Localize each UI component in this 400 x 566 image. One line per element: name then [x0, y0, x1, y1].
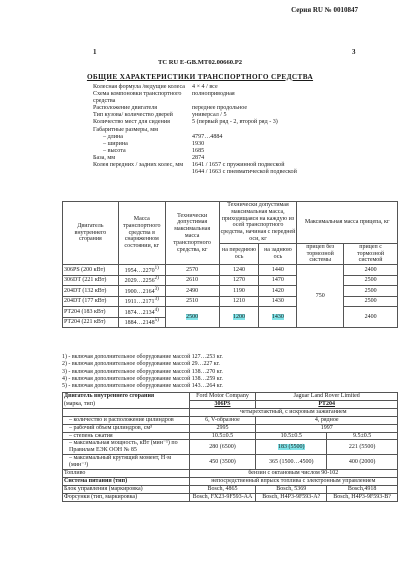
row-label: Топливо	[63, 470, 190, 478]
spec-label: Габаритные размеры, мм	[93, 126, 158, 133]
rear-cell: 1470	[259, 275, 297, 286]
table-row	[63, 485, 398, 493]
spec-row	[93, 98, 393, 105]
front-value-highlight: 1200	[233, 313, 246, 320]
engine-type-cell: PT204	[256, 400, 398, 408]
value-cell: непосредственный впрыск топлива с электронным управлением	[189, 477, 397, 485]
spec-label: Колесная формула /ведущие колеса	[93, 84, 185, 90]
braked-cell: 2500	[344, 275, 398, 286]
spec-label: Схема компоновки транспортного	[93, 91, 182, 98]
dimension-row	[93, 134, 393, 141]
braked-cell: 2400	[344, 307, 398, 328]
max-cell: 2610	[165, 275, 219, 286]
table-row	[63, 265, 398, 276]
rear-cell	[259, 307, 297, 328]
front-cell: 1210	[219, 296, 259, 307]
curb-value: 1954…2270	[124, 267, 155, 274]
empty-cell	[63, 408, 190, 416]
spec-value: 4 × 4 / все	[192, 84, 218, 90]
rear-cell: 1430	[259, 296, 297, 307]
engine-type-cell: 306PS	[189, 400, 256, 408]
spec-label: Расположение двигателя	[93, 105, 158, 112]
table-row	[63, 470, 398, 478]
axle-mass-header: Технически допустимая максимальная масса, приходящаяся на каждую из осей транспортного средства, начиная с передней оси, кг	[220, 202, 296, 242]
model-cell: PT204 (221 кВт)	[63, 317, 119, 328]
footnote-ref: 3)	[154, 286, 159, 292]
row-label: – рабочий объем цилиндров, см³	[63, 424, 190, 432]
braked-cell: 2500	[344, 296, 398, 307]
rear-cell: 1420	[259, 286, 297, 297]
spec-label: Количество мест для сидения	[93, 119, 170, 126]
model-cell: PT204 (183 кВт)	[63, 307, 119, 318]
max-mass-header: Технически допустимая максимальная масса транспортного средства, кг	[165, 202, 219, 265]
value-cell: Bosch, H4P3-9F593-B?	[327, 493, 398, 501]
curb-cell	[118, 275, 165, 286]
curb-cell	[118, 286, 165, 297]
section-title-text: ОБЩИЕ ХАРАКТЕРИСТИКИ ТРАНСПОРТНОГО СРЕДСТВА	[86, 73, 314, 81]
spec-label: База, мм	[93, 154, 116, 161]
curb-value: 1874…2134	[124, 309, 155, 316]
ecu-value: Bosch, 5369	[276, 485, 307, 492]
spec-label: средства	[93, 98, 116, 105]
braked-header: прицеп с тормозной системой	[344, 243, 398, 264]
table-row	[63, 455, 398, 470]
certificate-number: ТС RU E-GB.MT02.00660.P2	[157, 59, 243, 66]
spec-row	[93, 127, 393, 134]
table-row	[63, 307, 398, 318]
row-label: – количество и расположение цилиндров	[63, 416, 190, 424]
spec-value: полноприводная	[192, 91, 235, 98]
braked-cell: 2500	[344, 286, 398, 297]
footnote-ref: 3)	[154, 297, 159, 303]
power-value-highlight: 183 (5500)	[278, 443, 305, 450]
value-cell: 10.5±0.5	[256, 432, 327, 440]
spec-row	[93, 91, 393, 98]
row-label: – степень сжатия	[63, 432, 190, 440]
model-cell: 306DT (221 кВт)	[63, 275, 119, 286]
model-cell: 204DT (132 кВт)	[63, 286, 119, 297]
footnote-ref: 1)	[154, 265, 159, 271]
value-cell: 280 (6500)	[189, 440, 256, 455]
rear-axle-header: на заднюю ось	[259, 243, 297, 264]
value-cell: Bosch, H4P3-9F593-A?	[256, 493, 327, 501]
value-cell: Bosch, FX23-9F593-AA	[189, 493, 256, 501]
curb-cell	[118, 296, 165, 307]
curb-cell	[118, 317, 165, 328]
dimension-row	[93, 141, 393, 148]
unbraked-header: прицеп без тормозной системы	[297, 243, 344, 264]
dimension-value: 4797…4884	[192, 133, 223, 140]
table-row	[63, 408, 398, 416]
curb-value: 1911…2171	[124, 299, 155, 306]
table-row	[63, 432, 398, 440]
engine-table	[62, 392, 398, 502]
max-cell: 2490	[165, 286, 219, 297]
engine-general-cell: четырехтактный, с искровым зажиганием	[189, 408, 397, 416]
footnote-ref: 5)	[154, 318, 159, 324]
curb-value: 1900…2164	[124, 288, 155, 295]
max-value-highlight: 2500	[186, 313, 199, 320]
braked-cell: 2400	[344, 265, 398, 276]
value-cell: 400 (2000)	[327, 455, 398, 470]
table-row	[63, 393, 398, 401]
spec-label: Тип кузова/ количество дверей	[93, 112, 173, 119]
row-label: Система питания (тип)	[63, 477, 190, 485]
spec-row	[93, 169, 393, 176]
spec-row	[93, 155, 393, 162]
table-row	[63, 275, 398, 286]
value-cell: 365 (1500…4500)	[256, 455, 327, 470]
front-cell: 1270	[219, 275, 259, 286]
trailer-header: Максимальная масса прицепа, кг	[297, 202, 398, 244]
row-label: Блок управления (маркировка)	[63, 485, 190, 493]
rear-cell: 1440	[259, 265, 297, 276]
footnote: 3) - включая дополнительное оборудование массой 138…270 кг.	[62, 368, 223, 375]
curb-value: 2029…2256	[124, 278, 155, 285]
engine-head-label-2: (марка, тип)	[63, 400, 190, 408]
spec-label: Колея передних / задних колес, мм	[93, 162, 184, 169]
section-title	[0, 73, 400, 81]
footnotes	[62, 354, 398, 390]
table-row	[63, 440, 398, 455]
unbraked-cell: 750	[297, 265, 344, 328]
front-cell	[219, 307, 259, 328]
engine-head-label-1: Двигатель внутреннего сгорания	[64, 393, 155, 400]
value-cell: бензин с октановым числом 90-102	[189, 470, 397, 478]
model-cell: 204DT (177 кВт)	[63, 296, 119, 307]
spec-row	[93, 119, 393, 126]
value-cell: 1997	[256, 424, 398, 432]
model-cell: 306PS (200 кВт)	[63, 265, 119, 276]
curb-cell	[118, 265, 165, 276]
value-cell: Bosch,4918	[327, 485, 398, 493]
footnote-ref: 2)	[154, 276, 159, 282]
front-cell: 1190	[219, 286, 259, 297]
table-row	[63, 416, 398, 424]
spec-row	[93, 84, 393, 91]
dimension-row	[93, 148, 393, 155]
footnote: 1) - включая дополнительное оборудование массой 127…253 кг.	[62, 354, 223, 360]
curb-mass-header: Масса транспортного средства в снаряженном состоянии, кг	[118, 202, 165, 265]
max-cell	[165, 307, 219, 328]
front-cell: 1240	[219, 265, 259, 276]
value-cell: 2995	[189, 424, 256, 432]
serial-number: Серия RU № 0010847	[291, 6, 358, 14]
value-cell: 4, рядное	[256, 416, 398, 424]
rear-value-highlight: 1430	[271, 313, 284, 320]
spec-value: 1644 / 1663 с пневматической подвеской	[192, 169, 297, 176]
dimension-label: – высота	[103, 147, 126, 154]
spec-value: 2874	[192, 154, 205, 161]
maker-cell: Ford Motor Company	[189, 393, 256, 401]
maker-cell: Jaguar Land Rover Limited	[256, 393, 398, 401]
spec-value: 5 (первый ряд - 2, второй ряд - 3)	[192, 119, 278, 126]
table-row	[63, 286, 398, 297]
table-row	[63, 493, 398, 501]
value-cell: 221 (5500)	[327, 440, 398, 455]
dimension-value: 1685	[192, 147, 205, 154]
engine-head-label	[63, 393, 190, 401]
mass-table	[62, 201, 398, 328]
table-row	[63, 477, 398, 485]
row-label: – максимальная мощность, кВт (мин⁻¹) по Правилам ЕЭК ООН № 85	[63, 440, 190, 455]
row-label: – максимальный крутящий момент, Н·м (мин⁻¹)	[63, 455, 190, 470]
table-row	[63, 400, 398, 408]
engine-header: Двигатель внутреннего сгорания	[63, 202, 119, 265]
front-axle-header: на переднюю ось	[219, 243, 259, 264]
value-cell	[256, 485, 327, 493]
row-label: Форсунки (тип, маркировка)	[63, 493, 190, 501]
curb-value: 1884…2148	[124, 320, 155, 327]
value-cell: 6, V-образное	[189, 416, 256, 424]
page-number-right: 3	[352, 48, 356, 56]
footnote-ref: 4)	[154, 307, 159, 313]
dimension-label: – длина	[103, 133, 123, 140]
table-row	[63, 424, 398, 432]
curb-cell	[118, 307, 165, 318]
spec-value: 1641 / 1657 с пружинной подвеской	[192, 162, 285, 169]
value-cell: 10.5±0.5	[189, 432, 256, 440]
spec-value: переднее продольное	[192, 105, 248, 112]
page-number-left: 1	[93, 48, 97, 56]
table-row	[63, 296, 398, 307]
dimension-label: – ширина	[103, 140, 128, 147]
footnote: 5) - включая дополнительное оборудование массой 143…264 кг.	[62, 383, 223, 390]
value-cell: 450 (3500)	[189, 455, 256, 470]
footnote: 4) - включая дополнительное оборудование массой 138…259 кг.	[62, 375, 223, 382]
value-cell: Bosch, 4865	[189, 485, 256, 493]
dimension-value: 1930	[192, 140, 205, 147]
max-cell: 2570	[165, 265, 219, 276]
max-cell: 2510	[165, 296, 219, 307]
value-cell	[256, 440, 327, 455]
general-specs	[93, 84, 393, 176]
value-cell: 9.5±0.5	[327, 432, 398, 440]
footnote: 2) - включая дополнительное оборудование массой 29…227 кг.	[62, 361, 220, 368]
spec-value: универсал / 5	[192, 112, 227, 119]
